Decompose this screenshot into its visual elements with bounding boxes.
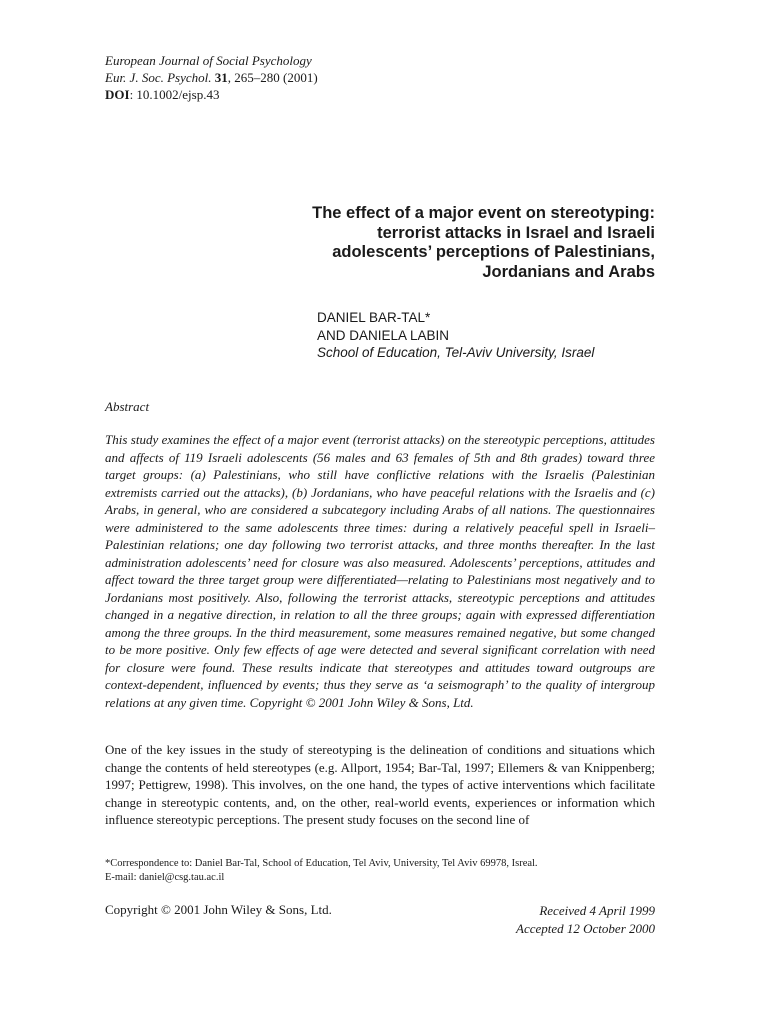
title-line: adolescents’ perceptions of Palestinians, xyxy=(332,243,655,261)
journal-header xyxy=(105,52,318,103)
accepted-date: Accepted 12 October 2000 xyxy=(516,920,655,936)
doi-value: : 10.1002/ejsp.43 xyxy=(129,87,220,102)
copyright-notice: Copyright © 2001 John Wiley & Sons, Ltd. xyxy=(105,902,332,917)
author-line-2: AND DANIELA LABIN xyxy=(317,327,450,343)
body-paragraph: One of the key issues in the study of stereotyping is the delineation of conditions and situations which change the contents of held stereotypes (e.g. Allport, 1954; Bar-Tal, 1997; Ellemers & van Knippenberg; 1997; Pettigrew, 1998). This involves, on the one hand, the types of active interventions which facilitate change in stereotypic contents, and, on the other, real-world events, experiences or information which influence stereotypic perceptions. The present study focuses on the second line of xyxy=(105,742,655,827)
journal-volume: 31 xyxy=(214,70,228,85)
footnote-email: E-mail: daniel@csg.tau.ac.il xyxy=(105,872,225,883)
article-title xyxy=(250,204,655,282)
author-block xyxy=(317,309,594,362)
title-line: The effect of a major event on stereotyping: xyxy=(312,204,655,222)
footnote-correspondence: *Correspondence to: Daniel Bar-Tal, School of Education, Tel Aviv, University, Tel Aviv 69978, Isreal. xyxy=(105,858,538,869)
title-line: Jordanians and Arabs xyxy=(482,262,655,281)
received-date: Received 4 April 1999 xyxy=(539,903,655,918)
title-line: terrorist attacks in Israel and Israeli xyxy=(377,223,655,242)
author-affiliation: School of Education, Tel-Aviv University, Israel xyxy=(317,345,595,360)
abstract-heading: Abstract xyxy=(105,399,150,414)
journal-doi xyxy=(105,86,318,103)
abstract-text: This study examines the effect of a major event (terrorist attacks) on the stereotypic perceptions, attitudes and affects of 119 Israeli adolescents (56 males and 63 females of 5th and 8th grades) toward three target groups: (a) Palestinians, who still have conflictive relations with the Israelis (Palestinian extremists carried out the attacks), (b) Jordanians, who have peaceful relations with the Israelis and (c) Arabs, in general, who are considered a subcategory including Arabs of all nations. The questionnaires were administered to the same adolescents three times: during a relatively peaceful spell in Israeli–Palestinian relations; one day following two terrorist attacks, and three months thereafter. In the last administration adolescents’ need for closure was also measured. Adolescents’ perceptions, attitudes and affect toward the three target group were differentiated—relating to Palestinians most negatively and to Jordanians most positively. Also, following the terrorist attacks, stereotypic perceptions and attitudes changed in a negative direction, in relation to all the three groups; again with expressed differentiation among the three groups. In the third measurement, some measures remained negative, but some changed to be more positive. Only few effects of age were detected and several significant correlation with need for closure were found. These results indicate that stereotypes and attitudes toward outgroups are context-dependent, influenced by events; thus they serve as ‘a seismograph’ to the quality of intergroup relations at any given time. Copyright © 2001 John Wiley & Sons, Ltd. xyxy=(105,432,655,710)
author-line-1: DANIEL BAR-TAL* xyxy=(317,310,431,325)
journal-abbrev: Eur. J. Soc. Psychol. xyxy=(105,70,212,85)
received-dates xyxy=(516,902,655,937)
journal-name: European Journal of Social Psychology xyxy=(105,53,312,68)
journal-citation xyxy=(105,69,318,86)
doi-label: DOI xyxy=(105,87,130,102)
correspondence-footnote xyxy=(105,857,538,885)
journal-pages: , 265–280 (2001) xyxy=(227,70,318,85)
